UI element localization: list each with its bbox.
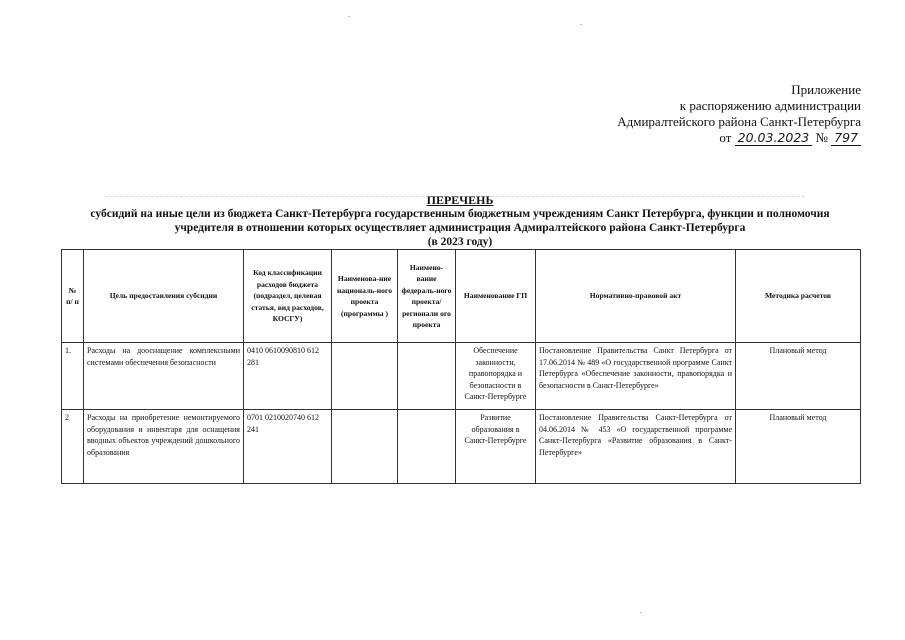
scan-speck <box>640 612 642 613</box>
cell-gp: Развитие образования в Санкт-Петербурге <box>456 410 536 484</box>
cell-method: Плановый метод <box>736 410 861 484</box>
table-header-row <box>62 250 861 343</box>
cell-purpose: Расходы на дооснащение комплексными системами обеспечения безопасности <box>84 343 244 410</box>
table-row <box>62 343 861 410</box>
cell-num: 1. <box>62 343 84 410</box>
cell-federal-project <box>398 343 456 410</box>
cell-num: 2 <box>62 410 84 484</box>
date-prefix: от <box>719 130 732 145</box>
title-line-3: (в 2023 году) <box>427 236 493 248</box>
header-purpose: Цель предоставления субсидии <box>84 250 244 343</box>
title-heading: ПЕРЕЧЕНЬ <box>426 193 494 207</box>
header-num: № п/ п <box>62 250 84 343</box>
cell-act: Постановление Правительства Санкт Петербурга от 17.06.2014 № 489 «О государственной программе Санкт Петербурга «Обеспечение законности, правопорядка и безопасности в Санкт-Петербурге» <box>536 343 736 410</box>
document-title <box>60 193 860 249</box>
number-prefix: № <box>815 130 828 145</box>
cell-national-project <box>332 410 398 484</box>
appendix-block <box>561 82 861 146</box>
handwritten-date: 20.03.2023 <box>735 130 813 146</box>
cell-act: Постановление Правительства Санкт-Петербурга от 04.06.2014 № 453 «О государственной программе Санкт-Петербурга «Развитие образования в Санкт-Петербурге» <box>536 410 736 484</box>
header-national-project: Наименова-ние националь-ного проекта (программы ) <box>332 250 398 343</box>
subsidies-table <box>61 249 861 484</box>
appendix-title: Приложение <box>791 82 861 97</box>
cell-national-project <box>332 343 398 410</box>
cell-code: 0701 0210020740 612 241 <box>244 410 332 484</box>
title-line-2: учредителя в отношении которых осуществляет администрация Адмиралтейского района Санкт-Петербурга <box>174 222 746 234</box>
header-gp: Наименование ГП <box>456 250 536 343</box>
cell-federal-project <box>398 410 456 484</box>
header-federal-project: Наимено-вание федераль-ного проекта/ регионали ого проекта <box>398 250 456 343</box>
header-method: Методика расчетов <box>736 250 861 343</box>
cell-code: 0410 0610090810 612 281 <box>244 343 332 410</box>
appendix-order-ref: к распоряжению администрации <box>679 98 861 113</box>
handwritten-number: 797 <box>831 130 861 146</box>
table-row <box>62 410 861 484</box>
cell-method: Плановый метод <box>736 343 861 410</box>
appendix-date-number <box>561 130 861 146</box>
cell-purpose: Расходы на приобретение немонтируемого оборудования и инвентаря для оснащения вводных объектов учреждений дошкольного образования <box>84 410 244 484</box>
scan-speck <box>348 16 350 17</box>
appendix-district: Адмиралтейского района Санкт-Петербурга <box>617 114 861 129</box>
cell-gp: Обеспечение законности, правопорядка и безопасности в Санкт-Петербурге <box>456 343 536 410</box>
title-line-1: субсидий на иные цели из бюджета Санкт-Петербурга государственным бюджетным учреждениям Санкт Петербурга, функции и полномочия <box>90 208 830 220</box>
header-code: Код классификации расходов бюджета (подраздел, целевая статья, вид расходов, КОСГУ) <box>244 250 332 343</box>
header-act: Нормативно-правовой акт <box>536 250 736 343</box>
scan-speck <box>580 24 582 25</box>
